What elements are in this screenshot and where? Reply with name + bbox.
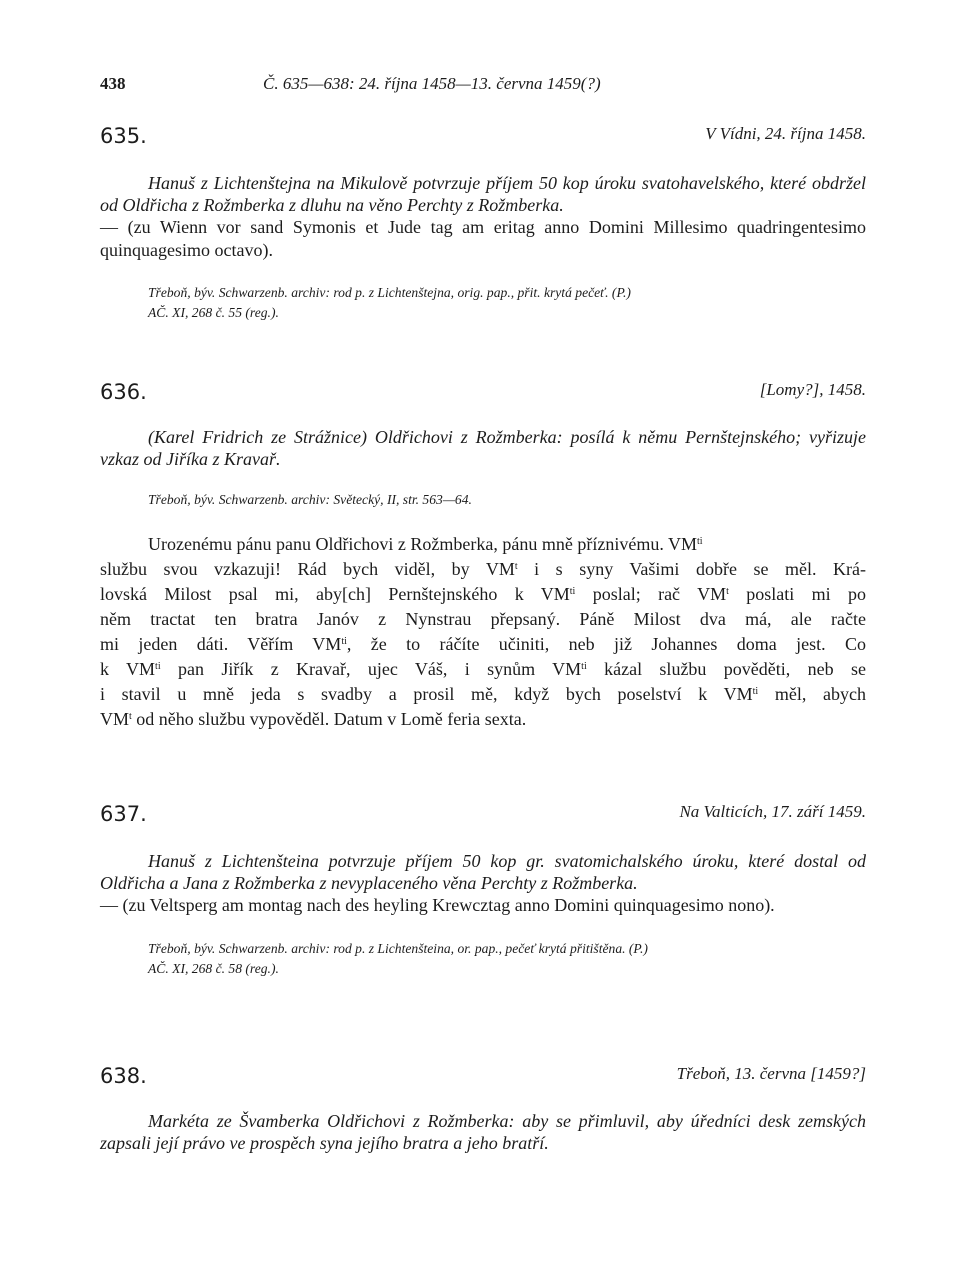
text-line: lovská Milost psal mi, aby[ch] Pernštejnského k $VM^{ti}$ poslal; rač $VM^t$ poslati mi po (100, 584, 867, 605)
place-date: Třeboň, 13. června [1459?] (676, 1064, 866, 1083)
archive-note: Třeboň, býv. Schwarzenb. archiv: rod p. z Lichtenšteina, or. pap., pečeť krytá přitištěna. (P.) (148, 940, 648, 956)
dating-clause: — (zu Wienn vor sand Symonis et Jude tag am eritag anno Domini Millesimo quadringentesimo quinquagesimo octavo). (100, 217, 866, 260)
document-637 (100, 802, 866, 979)
document-number: 637. (100, 802, 147, 826)
regest (100, 172, 866, 216)
place-date: V Vídni, 24. října 1458. (705, 124, 866, 143)
document-number: 636. (100, 380, 147, 404)
text-line: něm tractat ten bratra Janóv z Nynstrau přepsaný. Páně Milost dva má, ale račte (100, 609, 866, 630)
letter-text (100, 532, 866, 732)
text-line: $VM^t$ od něho službu vypověděl. Datum v Lomě feria sexta. (100, 709, 527, 730)
archive-note: Třeboň, býv. Schwarzenb. archiv: rod p. z Lichtenštejna, orig. pap., přit. krytá pečeť. (P.) (148, 284, 631, 300)
document-636 (100, 380, 866, 732)
regest-text: (Karel Fridrich ze Strážnice) Oldřichovi z Rožmberka: posílá k němu Pernštejnského; vyřizuje vzkaz od Jiříka z Kravař. (100, 427, 866, 470)
place-date: Na Valticích, 17. září 1459. (679, 802, 866, 821)
text-line: i stavil u mně jeda s svadby a prosil mě, když bych poselství k $VM^{ti}$ měl, abych (100, 684, 866, 705)
text-line: mi jeden dáti. Věřím $VM^{ti}$, že to ráčíte učiniti, neb již Johannes doma jest. Co (100, 634, 867, 655)
running-head (100, 74, 866, 104)
edition-note: AČ. XI, 268 č. 55 (reg.). (148, 304, 279, 320)
regest-text: Hanuš z Lichtenšteina potvrzuje příjem 50 kop gr. svatomichalského úroku, které dostal od Oldřicha a Jana z Rožmberka z nevyplaceného věna Perchty z Rožmberka. (100, 851, 866, 894)
document-number: 638. (100, 1064, 147, 1088)
edition-note: AČ. XI, 268 č. 58 (reg.). (148, 960, 279, 976)
regest (100, 426, 866, 470)
running-title: Č. 635—638: 24. října 1458—13. června 1459(?) (263, 74, 601, 93)
dating-clause: — (zu Veltsperg am montag nach des heyling Krewcztag anno Domini quinquagesimo nono). (100, 895, 775, 916)
regest-text: Hanuš z Lichtenštejna na Mikulově potvrzuje příjem 50 kop úroku svatohavelského, které obdržel od Oldřicha z Rožmberka z dluhu na věno Perchty z Rožmberka. (100, 173, 866, 216)
text-line: k $VM^{ti}$ pan Jiřík z Kravař, ujec Váš, i synům $VM^{ti}$ kázal službu pověděti, neb se (100, 659, 866, 680)
document-635 (100, 124, 866, 323)
regest (100, 1110, 866, 1154)
document-638 (100, 1064, 866, 1154)
place-date: [Lomy?], 1458. (759, 380, 866, 399)
document-number: 635. (100, 124, 147, 148)
regest-text: Markéta ze Švamberka Oldřichovi z Rožmberka: aby se přimluvil, aby úředníci desk zemských zapsali její právo ve prospěch syna jejího bratra a jeho bratří. (100, 1111, 866, 1154)
page-number: 438 (100, 74, 126, 93)
text-line: službu svou vzkazuji! Rád bych viděl, by $VM^t$ i s syny Vašimi dobře se měl. Krá- (100, 559, 866, 580)
regest (100, 850, 866, 894)
text-line: Urozenému pánu panu Oldřichovi z Rožmberka, pánu mně příznivému. $VM^{ti}$ (148, 534, 703, 555)
archive-note: Třeboň, býv. Schwarzenb. archiv: Světecký, II, str. 563—64. (148, 492, 472, 508)
